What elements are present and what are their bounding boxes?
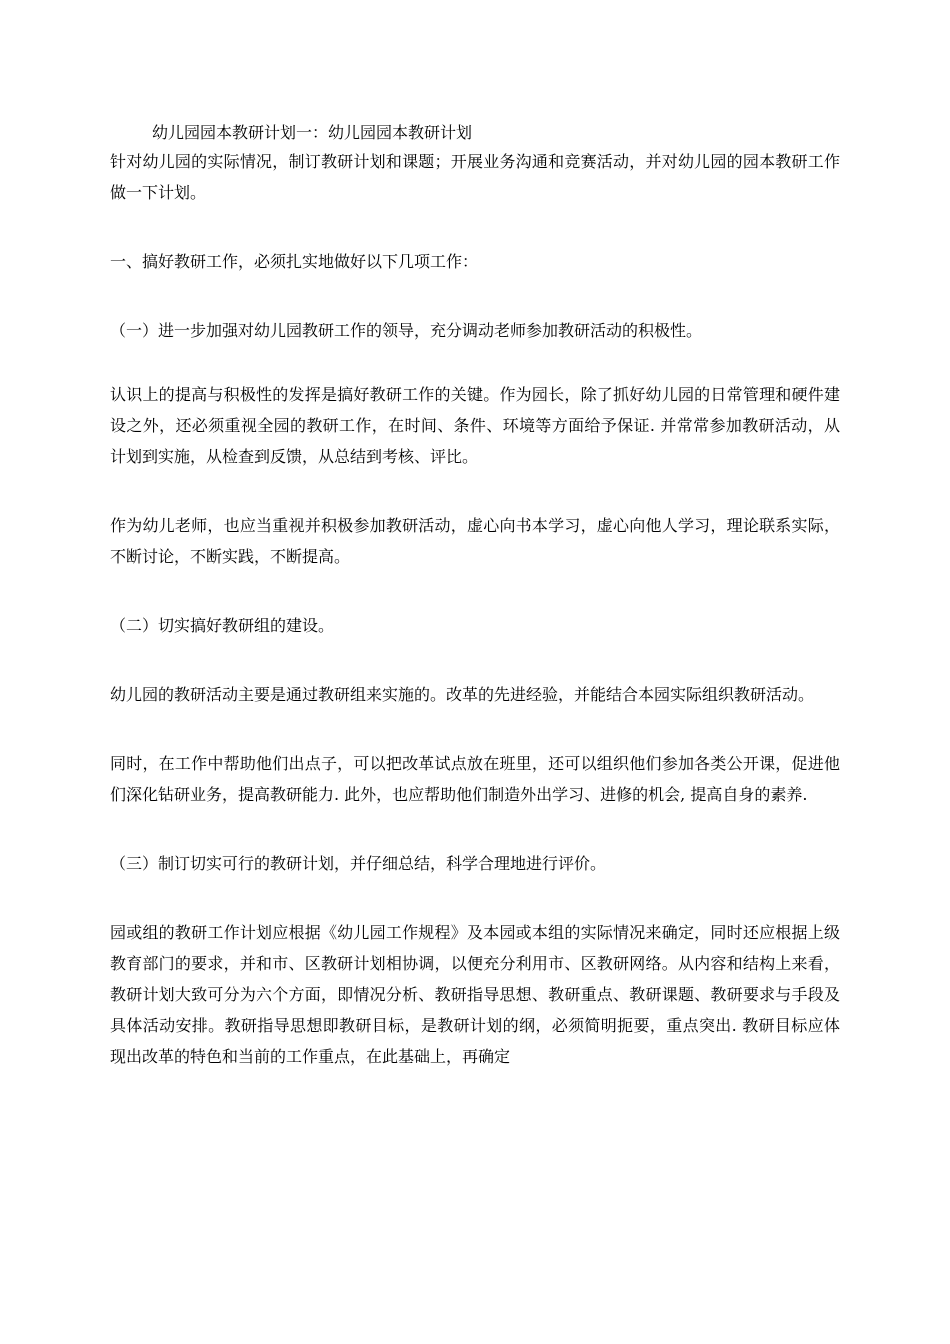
subsection-heading-1: （一）进一步加强对幼儿园教研工作的领导，充分调动老师参加教研活动的积极性。 — [110, 321, 703, 340]
document-title: 幼儿园园本教研计划一：幼儿园园本教研计划 — [152, 123, 473, 142]
subsection-heading-2: （二）切实搞好教研组的建设。 — [110, 616, 335, 635]
document-body — [110, 120, 840, 1072]
section-heading-1: 一、搞好教研工作，必须扎实地做好以下几项工作： — [110, 252, 479, 271]
paragraph-intro: 针对幼儿园的实际情况，制订教研计划和课题；开展业务沟通和竞赛活动，并对幼儿园的园本教研工作做一下计划。 — [110, 152, 840, 202]
subsection-heading-3: （三）制订切实可行的教研计划，并仔细总结，科学合理地进行评价。 — [110, 854, 607, 873]
paragraph-5: 园或组的教研工作计划应根据《幼儿园工作规程》及本园或本组的实际情况来确定，同时还应根据上级教育部门的要求，并和市、区教研计划相协调，以便充分利用市、区教研网络。从内容和结构上来看，教研计划大致可分为六个方面，即情况分析、教研指导思想、教研重点、教研课题、教研要求与手段及具体活动安排。教研指导思想即教研目标，是教研计划的纲，必须简明扼要，重点突出. 教研目标应体现出改革的特色和当前的工作重点，在此基础上，再确定 — [110, 923, 840, 1066]
paragraph-4: 同时，在工作中帮助他们出点子，可以把改革试点放在班里，还可以组织他们参加各类公开课，促进他们深化钻研业务，提高教研能力. 此外，也应帮助他们制造外出学习、进修的机会, 提高自身的素养. — [110, 754, 840, 804]
paragraph-3: 幼儿园的教研活动主要是通过教研组来实施的。改革的先进经验，并能结合本园实际组织教研活动。 — [110, 685, 815, 704]
paragraph-1: 认识上的提高与积极性的发挥是搞好教研工作的关键。作为园长，除了抓好幼儿园的日常管理和硬件建设之外，还必须重视全园的教研工作，在时间、条件、环境等方面给予保证. 并常常参加教研活动，从计划到实施，从检查到反馈，从总结到考核、评比。 — [110, 385, 840, 466]
paragraph-2: 作为幼儿老师，也应当重视并积极参加教研活动，虚心向书本学习，虚心向他人学习，理论联系实际，不断讨论，不断实践，不断提高。 — [110, 516, 840, 566]
